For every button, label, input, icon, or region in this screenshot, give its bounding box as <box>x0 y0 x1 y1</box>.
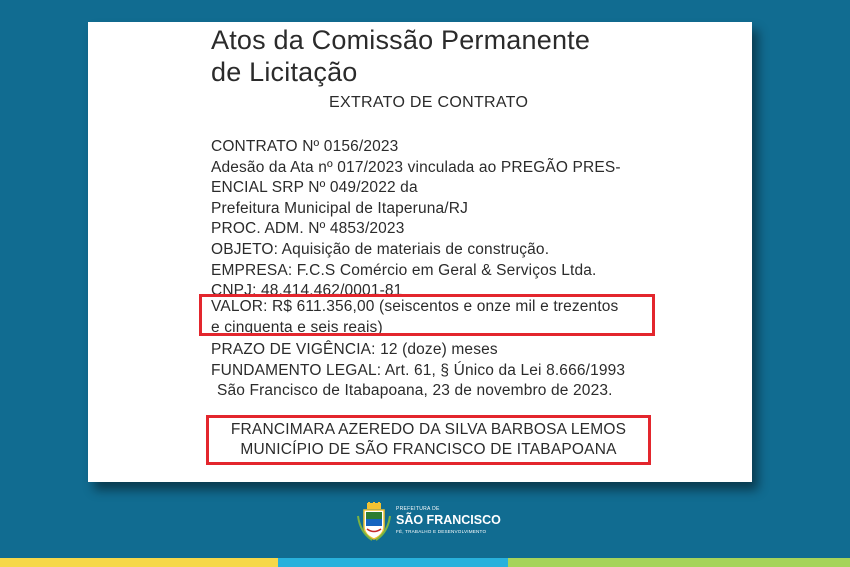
bottom-color-bar <box>0 558 850 567</box>
bar-yellow <box>0 558 278 567</box>
title-line-1: Atos da Comissão Permanente <box>211 25 591 55</box>
company-name: EMPRESA: F.C.S Comércio em Geral & Serviços Ltda. <box>211 261 597 279</box>
bar-green <box>508 558 850 567</box>
title-line-2: de Licitação <box>211 57 358 87</box>
document-clipping <box>88 22 752 482</box>
legal-basis: FUNDAMENTO LEGAL: Art. 61, § Único da Lei 8.666/1993 <box>211 361 626 379</box>
contract-details <box>211 137 621 302</box>
logo-prefix: PREFEITURA DE <box>396 506 440 512</box>
prefeitura-logo <box>356 502 501 542</box>
contract-value-line-1: VALOR: R$ 611.356,00 (seiscentos e onze mil e trezentos <box>211 298 619 315</box>
logo-name: SÃO FRANCISCO <box>396 513 501 527</box>
document-title <box>211 24 590 88</box>
adhesion-line-1: Adesão da Ata nº 017/2023 vinculada ao PREGÃO PRES- <box>211 158 621 176</box>
contract-object: OBJETO: Aquisição de materiais de construção. <box>211 240 550 258</box>
signer-name: FRANCIMARA AZEREDO DA SILVA BARBOSA LEMOS <box>230 421 627 438</box>
contract-value-line-2: e cinquenta e seis reais) <box>211 318 383 336</box>
bar-cyan <box>278 558 508 567</box>
process-number: PROC. ADM. Nº 4853/2023 <box>211 220 405 238</box>
validity-period: PRAZO DE VIGÊNCIA: 12 (doze) meses <box>211 341 498 358</box>
municipal-crest-icon <box>356 502 392 542</box>
signature-highlight-box <box>206 415 651 465</box>
contract-terms <box>211 340 625 402</box>
document-subtitle: EXTRATO DE CONTRATO <box>329 94 529 111</box>
value-highlight-box <box>199 294 655 336</box>
company-cnpj: CNPJ: 48.414.462/0001-81 <box>211 282 403 300</box>
contract-number: CONTRATO Nº 0156/2023 <box>211 138 399 155</box>
signer-organization: MUNICÍPIO DE SÃO FRANCISCO DE ITABAPOANA <box>240 441 617 458</box>
place-and-date: São Francisco de Itabapoana, 23 de novembro de 2023. <box>217 382 613 400</box>
logo-tagline: FÉ, TRABALHO E DESENVOLVIMENTO <box>396 529 487 534</box>
adhesion-line-2: ENCIAL SRP Nº 049/2022 da <box>211 179 418 197</box>
adhesion-line-3: Prefeitura Municipal de Itaperuna/RJ <box>211 199 468 217</box>
